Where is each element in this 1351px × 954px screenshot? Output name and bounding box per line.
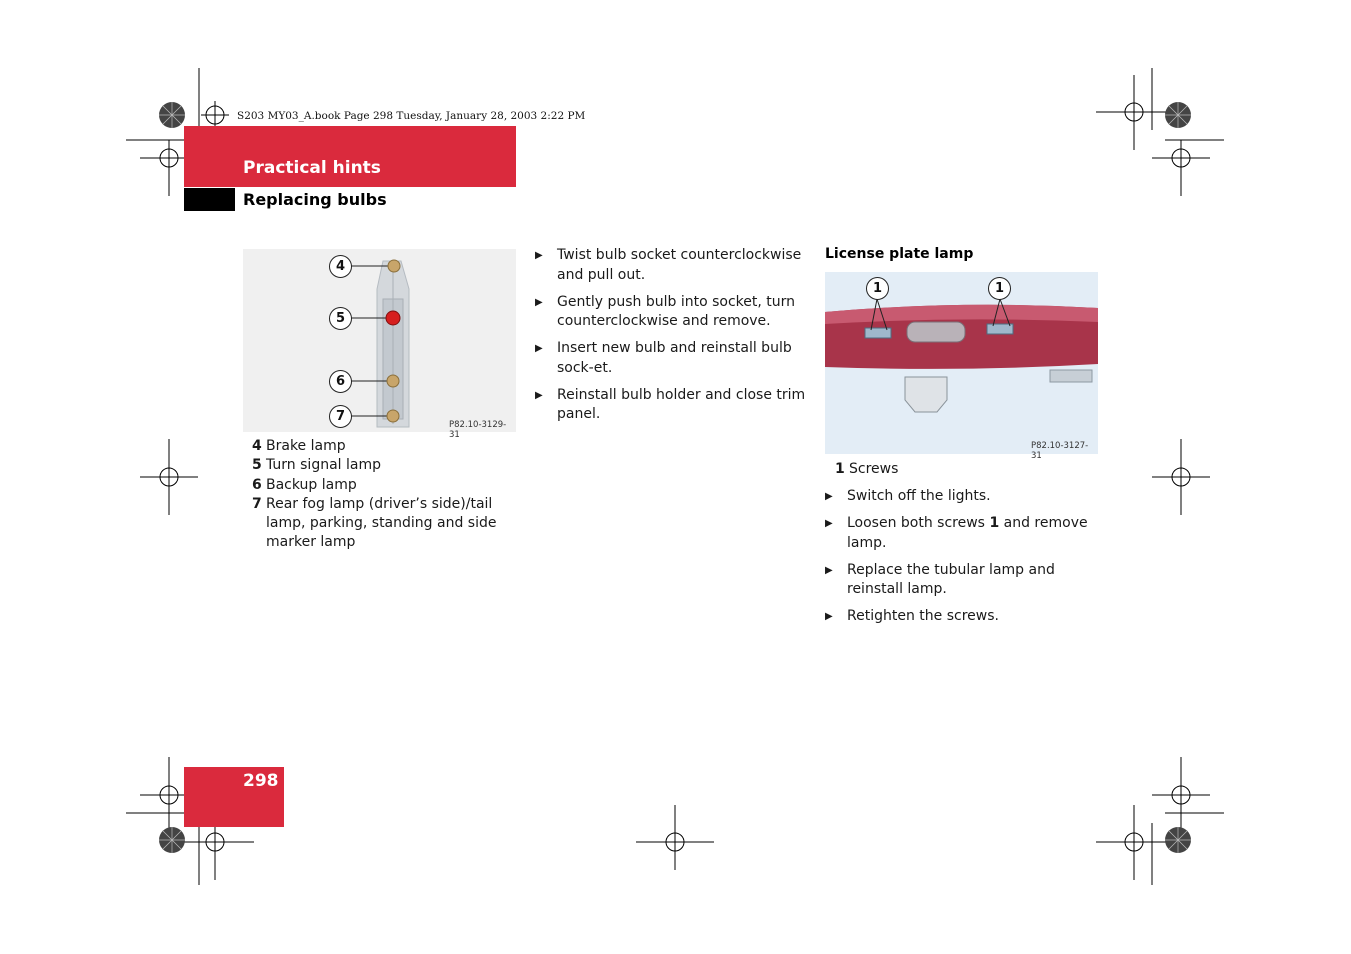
bulb-holder-illustration — [243, 249, 516, 432]
legend-number: 5 — [252, 457, 262, 474]
legend-number: 1 — [835, 461, 845, 477]
legend-number: 4 — [252, 438, 262, 454]
step-text: Replace the tubular lamp and reinstall lamp. — [847, 561, 1055, 597]
step-item — [535, 293, 810, 332]
step-callout-ref: 1 — [989, 515, 1000, 531]
right-triangle-icon: ▶ — [825, 611, 833, 622]
bulb-legend — [252, 437, 517, 553]
right-steps — [825, 487, 1100, 634]
step-item — [825, 607, 1100, 627]
step-text: and remove lamp. — [847, 515, 1088, 551]
legend-item — [252, 456, 517, 475]
legend-text: Backup lamp — [266, 476, 357, 493]
legend-item — [252, 437, 517, 456]
legend-number: 7 — [252, 495, 262, 512]
callout-6: 6 — [329, 370, 352, 393]
figure-code: P82.10-3127-31 — [1031, 441, 1089, 461]
callout-4: 4 — [329, 255, 352, 278]
license-plate-heading: License plate lamp — [825, 246, 974, 262]
middle-steps — [535, 246, 810, 432]
right-triangle-icon: ▶ — [535, 343, 543, 354]
step-text: Loosen both screws — [847, 515, 990, 531]
legend-item — [835, 460, 898, 479]
step-item — [535, 339, 810, 378]
bulb-holder-figure — [243, 249, 516, 440]
step-text: Retighten the screws. — [847, 608, 999, 624]
screws-legend — [835, 460, 898, 479]
step-text: Gently push bulb into socket, turn counterclockwise and remove. — [557, 293, 795, 329]
subsection-tab — [184, 188, 235, 211]
legend-text: Brake lamp — [266, 438, 346, 454]
step-item — [535, 386, 810, 425]
step-text: Switch off the lights. — [847, 488, 991, 504]
step-item — [535, 246, 810, 285]
license-lamp-illustration — [825, 272, 1098, 454]
legend-number: 6 — [252, 476, 262, 493]
callout-5: 5 — [329, 307, 352, 330]
step-item — [825, 487, 1100, 507]
legend-item — [252, 476, 517, 495]
callout-7: 7 — [329, 405, 352, 428]
legend-text: Rear fog lamp (driver’s side)/tail lamp, parking, standing and side marker lamp — [266, 495, 497, 551]
right-triangle-icon: ▶ — [825, 491, 833, 502]
figure-code: P82.10-3129-31 — [449, 420, 507, 440]
page-number: 298 — [243, 771, 279, 791]
right-triangle-icon: ▶ — [825, 518, 833, 529]
right-triangle-icon: ▶ — [535, 250, 543, 261]
step-text: Twist bulb socket counterclockwise and pull out. — [557, 247, 802, 283]
callout-1-right: 1 — [988, 277, 1011, 300]
right-triangle-icon: ▶ — [825, 564, 833, 576]
step-text: Insert new bulb and reinstall bulb sock-et. — [557, 340, 792, 376]
step-text: Reinstall bulb holder and close trim panel. — [557, 386, 806, 422]
step-item — [825, 561, 1100, 600]
license-lamp-figure — [825, 272, 1098, 461]
print-header-info: S203 MY03_A.book Page 298 Tuesday, January 28, 2003 2:22 PM — [237, 110, 586, 122]
right-triangle-icon: ▶ — [535, 389, 543, 401]
subsection-title: Replacing bulbs — [243, 190, 387, 209]
callout-1-left: 1 — [866, 277, 889, 300]
right-triangle-icon: ▶ — [535, 296, 543, 308]
section-title: Practical hints — [243, 158, 381, 178]
step-item — [825, 514, 1100, 553]
legend-text: Turn signal lamp — [266, 457, 381, 474]
legend-item — [252, 495, 517, 553]
legend-text: Screws — [849, 461, 899, 477]
